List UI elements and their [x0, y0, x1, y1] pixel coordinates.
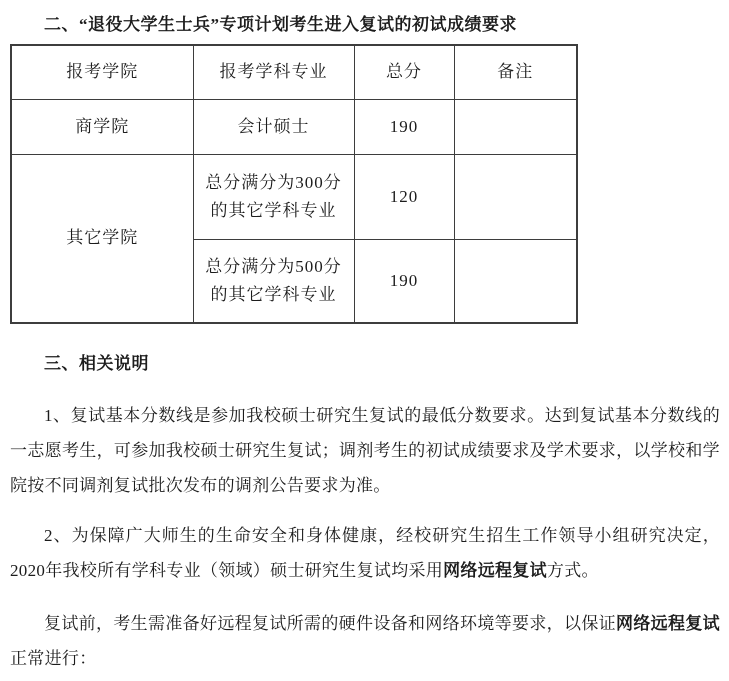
bold-run-remote-interview: 网络远程复试	[443, 561, 547, 580]
table-row	[11, 99, 577, 154]
paragraph-text: 正常进行：	[10, 649, 97, 668]
cell-note	[454, 154, 577, 239]
bold-run-remote-interview: 网络远程复试	[616, 614, 720, 633]
cell-major: 会计硕士	[193, 99, 354, 154]
cell-college-merged: 其它学院	[11, 154, 193, 323]
cell-major: 总分满分为300分的其它学科专业	[193, 154, 354, 239]
cell-score: 190	[354, 99, 454, 154]
paragraph-text: 2、为保障广大师生的生命安全和身体健康，经校研究生招生工作领导小组研究决定，2020年我校所有学科专业（领域）硕士研究生复试均采用	[10, 526, 720, 580]
cell-score: 120	[354, 154, 454, 239]
section2-heading: 二、“退役大学生士兵”专项计划考生进入复试的初试成绩要求	[44, 15, 517, 34]
cell-college: 商学院	[11, 99, 193, 154]
note-paragraph-3	[10, 606, 720, 676]
table-header-row	[11, 45, 577, 99]
cell-score: 190	[354, 239, 454, 323]
cell-note	[454, 99, 577, 154]
column-header-college: 报考学院	[11, 45, 193, 99]
column-header-note: 备注	[454, 45, 577, 99]
column-header-major: 报考学科专业	[193, 45, 354, 99]
section3-heading: 三、相关说明	[44, 354, 149, 373]
paragraph-text: 1、复试基本分数线是参加我校硕士研究生复试的最低分数要求。达到复试基本分数线的一志愿考生，可参加我校硕士研究生复试；调剂考生的初试成绩要求及学术要求，以学校和学院按不同调剂复试批次发布的调剂公告要求为准。	[10, 406, 720, 495]
score-requirements-table	[10, 44, 578, 324]
cell-major: 总分满分为500分的其它学科专业	[193, 239, 354, 323]
cell-note	[454, 239, 577, 323]
note-paragraph-1	[10, 398, 720, 503]
column-header-score: 总分	[354, 45, 454, 99]
table-row	[11, 154, 577, 239]
paragraph-text: 方式。	[546, 561, 599, 580]
note-paragraph-2	[10, 518, 720, 588]
paragraph-text: 复试前，考生需准备好远程复试所需的硬件设备和网络环境等要求，以保证	[44, 614, 617, 633]
